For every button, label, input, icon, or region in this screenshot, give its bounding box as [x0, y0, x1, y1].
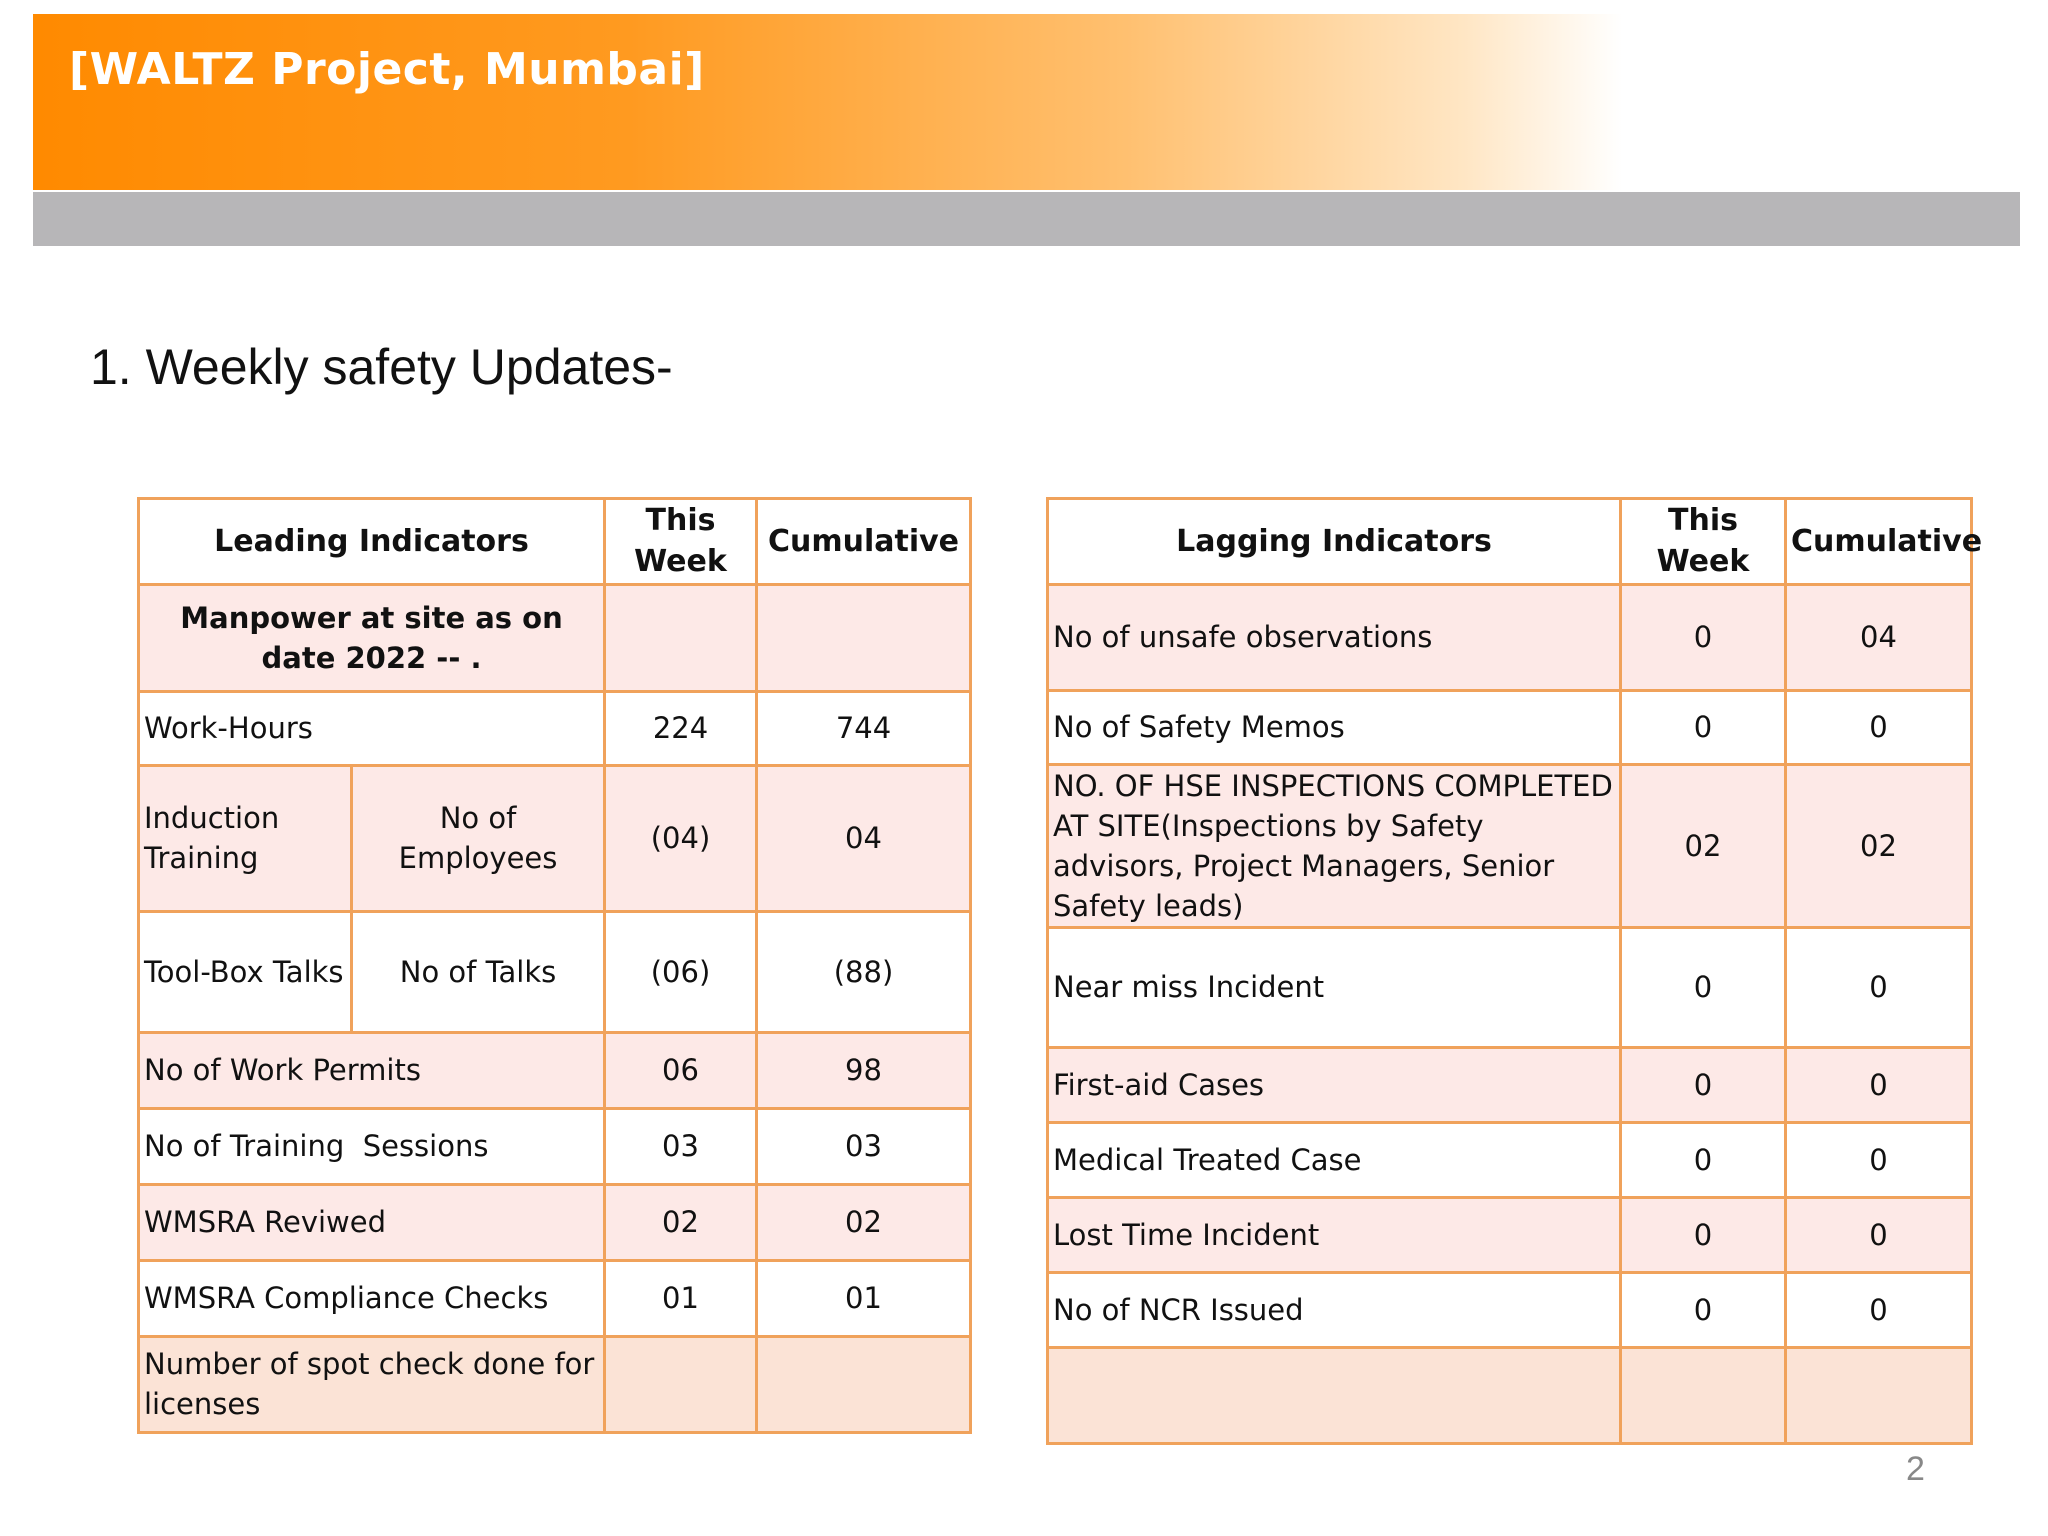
ncr-issued-this-week: 0 [1621, 1272, 1786, 1347]
wmsra-reviewed-label: WMSRA Reviwed [139, 1184, 605, 1260]
table-row [1048, 1272, 1972, 1347]
induction-employees-label: No of Employees [352, 765, 605, 911]
work-hours-this-week: 224 [605, 691, 757, 765]
spot-check-cumulative [757, 1336, 971, 1432]
table-row [139, 1032, 971, 1108]
wmsra-compliance-cumulative: 01 [757, 1260, 971, 1336]
first-aid-this-week: 0 [1621, 1047, 1786, 1122]
induction-cumulative: 04 [757, 765, 971, 911]
near-miss-this-week: 0 [1621, 927, 1786, 1047]
table-row [1048, 690, 1972, 764]
work-permits-label: No of Work Permits [139, 1032, 605, 1108]
unsafe-observations-label: No of unsafe observations [1048, 584, 1621, 690]
training-sessions-label: No of Training Sessions [139, 1108, 605, 1184]
first-aid-label: First-aid Cases [1048, 1047, 1621, 1122]
table-row [139, 765, 971, 911]
slide-heading: 1. Weekly safety Updates- [90, 339, 673, 395]
table-row [1048, 1347, 1972, 1443]
lagging-header-row [1048, 499, 1972, 585]
toolbox-talks-label: Tool-Box Talks [139, 911, 352, 1032]
safety-memos-cumulative: 0 [1786, 690, 1972, 764]
wmsra-compliance-label: WMSRA Compliance Checks [139, 1260, 605, 1336]
lost-time-label: Lost Time Incident [1048, 1197, 1621, 1272]
table-row [1048, 1047, 1972, 1122]
leading-header-row [139, 499, 971, 585]
safety-memos-this-week: 0 [1621, 690, 1786, 764]
table-row [1048, 764, 1972, 927]
table-row [139, 1108, 971, 1184]
table-row [139, 584, 971, 691]
header-banner [33, 14, 2020, 190]
lost-time-this-week: 0 [1621, 1197, 1786, 1272]
safety-memos-label: No of Safety Memos [1048, 690, 1621, 764]
lagging-indicators-table [1046, 497, 1983, 1445]
near-miss-cumulative: 0 [1786, 927, 1972, 1047]
work-permits-cumulative: 98 [757, 1032, 971, 1108]
blank-row-cumulative [1786, 1347, 1972, 1443]
unsafe-observations-cumulative: 04 [1786, 584, 1972, 690]
manpower-label: Manpower at site as on date 2022 -- . [139, 584, 605, 691]
induction-training-label: Induction Training [139, 765, 352, 911]
leading-header-indicator: Leading Indicators [139, 499, 605, 585]
table-row [139, 911, 971, 1032]
spot-check-label: Number of spot check done for licenses [139, 1336, 605, 1432]
wmsra-reviewed-this-week: 02 [605, 1184, 757, 1260]
project-title: [WALTZ Project, Mumbai] [69, 44, 705, 95]
leading-header-cumulative: Cumulative [757, 499, 971, 585]
hse-inspections-label: NO. OF HSE INSPECTIONS COMPLETED AT SITE(Inspections by Safety advisors, Project Managers, Senior Safety leads) [1048, 764, 1621, 927]
induction-this-week: (04) [605, 765, 757, 911]
wmsra-compliance-this-week: 01 [605, 1260, 757, 1336]
hse-inspections-this-week: 02 [1621, 764, 1786, 927]
toolbox-talks-sub-label: No of Talks [352, 911, 605, 1032]
table-row [1048, 927, 1972, 1047]
header-gray-bar [33, 192, 2020, 246]
medical-treated-label: Medical Treated Case [1048, 1122, 1621, 1197]
work-hours-cumulative: 744 [757, 691, 971, 765]
blank-row-label [1048, 1347, 1621, 1443]
ncr-issued-label: No of NCR Issued [1048, 1272, 1621, 1347]
table-row [139, 1260, 971, 1336]
medical-treated-cumulative: 0 [1786, 1122, 1972, 1197]
page-number: 2 [1906, 1450, 1925, 1488]
toolbox-cumulative: (88) [757, 911, 971, 1032]
leading-indicators-table [137, 497, 972, 1434]
table-row [139, 1184, 971, 1260]
medical-treated-this-week: 0 [1621, 1122, 1786, 1197]
manpower-this-week [605, 584, 757, 691]
work-permits-this-week: 06 [605, 1032, 757, 1108]
unsafe-observations-this-week: 0 [1621, 584, 1786, 690]
leading-header-this-week: This Week [605, 499, 757, 585]
near-miss-label: Near miss Incident [1048, 927, 1621, 1047]
wmsra-reviewed-cumulative: 02 [757, 1184, 971, 1260]
table-row [1048, 1197, 1972, 1272]
table-row [1048, 1122, 1972, 1197]
manpower-cumulative [757, 584, 971, 691]
training-sessions-this-week: 03 [605, 1108, 757, 1184]
lost-time-cumulative: 0 [1786, 1197, 1972, 1272]
ncr-issued-cumulative: 0 [1786, 1272, 1972, 1347]
spot-check-this-week [605, 1336, 757, 1432]
lagging-header-this-week: This Week [1621, 499, 1786, 585]
first-aid-cumulative: 0 [1786, 1047, 1972, 1122]
blank-row-this-week [1621, 1347, 1786, 1443]
table-row [1048, 584, 1972, 690]
lagging-header-indicator: Lagging Indicators [1048, 499, 1621, 585]
work-hours-label: Work-Hours [139, 691, 605, 765]
toolbox-this-week: (06) [605, 911, 757, 1032]
training-sessions-cumulative: 03 [757, 1108, 971, 1184]
hse-inspections-cumulative: 02 [1786, 764, 1972, 927]
table-row [139, 691, 971, 765]
table-row [139, 1336, 971, 1432]
lagging-header-cumulative: Cumulative [1786, 499, 1972, 585]
